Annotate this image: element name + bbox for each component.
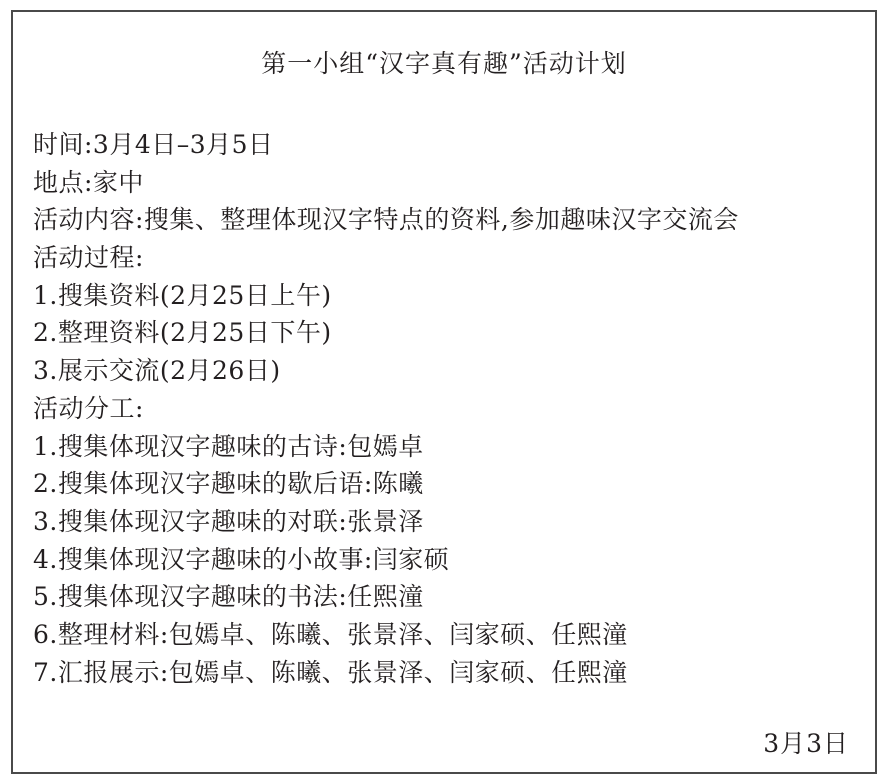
division-item-1: 1.搜集体现汉字趣味的古诗:包嫣卓 <box>33 431 424 461</box>
division-item-3: 3.搜集体现汉字趣味的对联:张景泽 <box>33 506 424 536</box>
document-frame <box>11 10 877 774</box>
division-item-6: 6.整理材料:包嫣卓、陈曦、张景泽、闫家硕、任熙潼 <box>33 619 628 649</box>
activity-content-line: 活动内容:搜集、整理体现汉字特点的资料,参加趣味汉字交流会 <box>33 205 739 235</box>
division-item-2: 2.搜集体现汉字趣味的歇后语:陈曦 <box>33 469 424 499</box>
division-item-5: 5.搜集体现汉字趣味的书法:任熙潼 <box>33 582 424 612</box>
time-line: 时间:3月4日–3月5日 <box>33 130 274 159</box>
division-item-4: 4.搜集体现汉字趣味的小故事:闫家硕 <box>33 544 450 574</box>
plan-lines <box>33 126 739 691</box>
process-step-2: 2.整理资料(2月25日下午) <box>33 318 332 348</box>
division-item-7: 7.汇报展示:包嫣卓、陈曦、张景泽、闫家硕、任熙潼 <box>33 657 628 687</box>
division-heading: 活动分工: <box>33 393 144 423</box>
document-title: 第一小组“汉字真有趣”活动计划 <box>261 49 627 78</box>
process-heading: 活动过程: <box>33 243 144 273</box>
process-step-1: 1.搜集资料(2月25日上午) <box>33 280 332 310</box>
location-line: 地点:家中 <box>33 167 144 197</box>
document-date: 3月3日 <box>763 729 849 758</box>
process-step-3: 3.展示交流(2月26日) <box>33 356 281 386</box>
